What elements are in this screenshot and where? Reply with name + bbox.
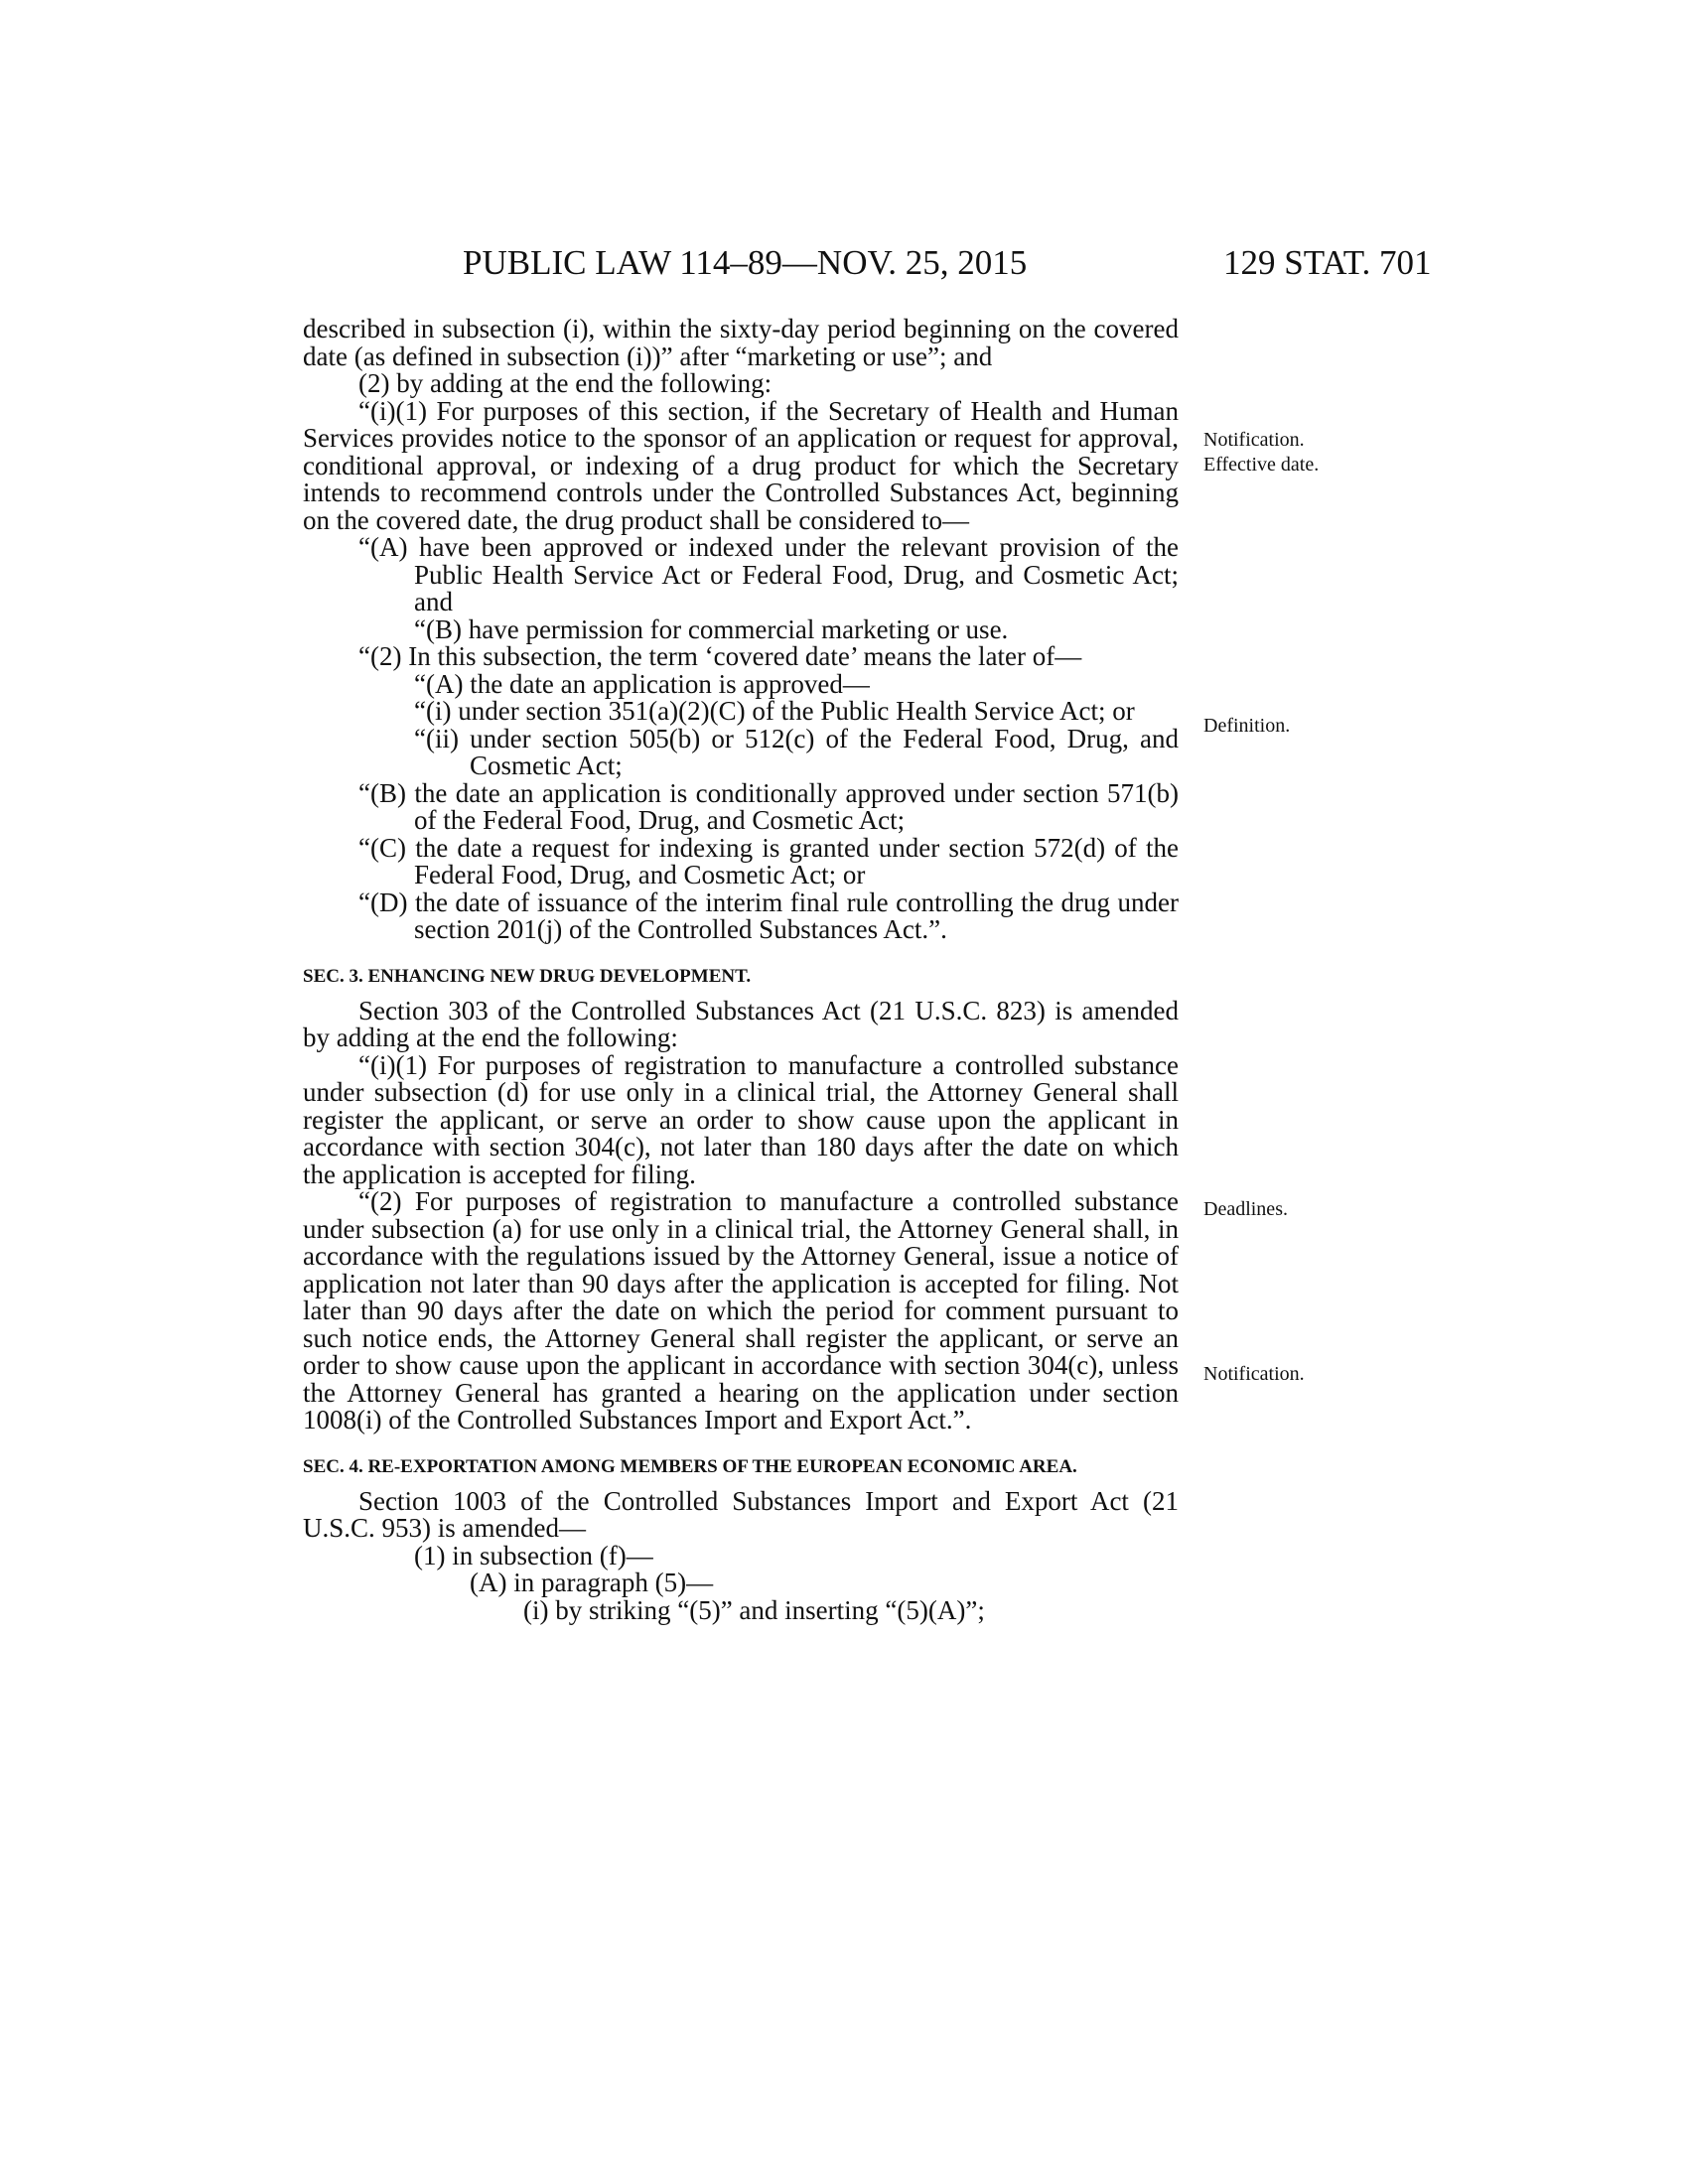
paragraph: “(D) the date of issuance of the interim final rule controlling the drug under section 201(j) of the Controlled Substances Act.”. — [358, 887, 1179, 944]
paragraph: “(B) have permission for commercial marketing or use. — [414, 614, 1009, 644]
section-heading: SEC. 4. RE-EXPORTATION AMONG MEMBERS OF THE EUROPEAN ECONOMIC AREA. — [303, 1455, 1077, 1477]
page-number: 129 STAT. 701 — [1223, 243, 1432, 282]
paragraph: described in subsection (i), within the sixty-day period beginning on the covered date (as defined in subsection (i))” after “marketing or use”; and — [303, 314, 1179, 371]
paragraph: “(2) For purposes of registration to manufacture a controlled substance under subsection (a) for use only in a clinical trial, the Attorney General shall, in accordance with the regulations issued by the Attorney General, issue a notice of application not later than 90 days after the application is accepted for filing. Not later than 90 days after the date on which the period for comment pursuant to such notice ends, the Attorney General shall register the applicant, or serve an order to show cause upon the applicant in accordance with section 304(c), unless the Attorney General has granted a hearing on the application under section 1008(i) of the Controlled Substances Import and Export Act.”. — [303, 1186, 1179, 1434]
paragraph: “(A) have been approved or indexed under the relevant provision of the Public Health Service Act or Federal Food, Drug, and Cosmetic Act; and — [358, 532, 1179, 616]
margin-note-notification: Notification. — [1203, 429, 1305, 451]
paragraph: “(i)(1) For purposes of registration to manufacture a controlled substance under subsection (d) for use only in a clinical trial, the Attorney General shall register the applicant, or serve an order to show cause upon the applicant in accordance with section 304(c), not later than 180 days after the date on which the application is accepted for filing. — [303, 1049, 1179, 1189]
paragraph: “(ii) under section 505(b) or 512(c) of the Federal Food, Drug, and Cosmetic Act; — [414, 723, 1179, 780]
margin-note-effective-date: Effective date. — [1203, 454, 1320, 476]
section-heading: SEC. 3. ENHANCING NEW DRUG DEVELOPMENT. — [303, 965, 752, 987]
paragraph: “(A) the date an application is approved— — [414, 668, 870, 699]
statute-text — [303, 316, 1179, 1624]
paragraph: “(i)(1) For purposes of this section, if the Secretary of Health and Human Services provides notice to the sponsor of an application or request for approval, conditional approval, or indexing of a drug product for which the Secretary intends to recommend controls under the Controlled Substances Act, beginning on the covered date, the drug product shall be considered to— — [303, 395, 1179, 535]
paragraph: (i) by striking “(5)” and inserting “(5)(A)”; — [523, 1594, 985, 1625]
paragraph: Section 303 of the Controlled Substances Act (21 U.S.C. 823) is amended by adding at the end the following: — [303, 995, 1179, 1052]
paragraph: “(i) under section 351(a)(2)(C) of the Public Health Service Act; or — [414, 696, 1135, 726]
paragraph: (A) in paragraph (5)— — [470, 1568, 714, 1597]
paragraph: (1) in subsection (f)— — [414, 1540, 653, 1570]
paragraph: “(C) the date a request for indexing is granted under section 572(d) of the Federal Food, Drug, and Cosmetic Act; or — [358, 832, 1179, 889]
paragraph: “(2) In this subsection, the term ‘covered date’ means the later of— — [358, 641, 1082, 671]
margin-note-definition: Definition. — [1203, 715, 1291, 737]
running-head-title: PUBLIC LAW 114–89—NOV. 25, 2015 — [463, 243, 1028, 282]
margin-note-notification-2: Notification. — [1203, 1363, 1305, 1385]
paragraph: (2) by adding at the end the following: — [358, 368, 773, 398]
paragraph: Section 1003 of the Controlled Substances Import and Export Act (21 U.S.C. 953) is amended— — [303, 1485, 1179, 1543]
paragraph: “(B) the date an application is conditionally approved under section 571(b) of the Federal Food, Drug, and Cosmetic Act; — [358, 777, 1179, 835]
margin-note-deadlines: Deadlines. — [1203, 1198, 1288, 1220]
